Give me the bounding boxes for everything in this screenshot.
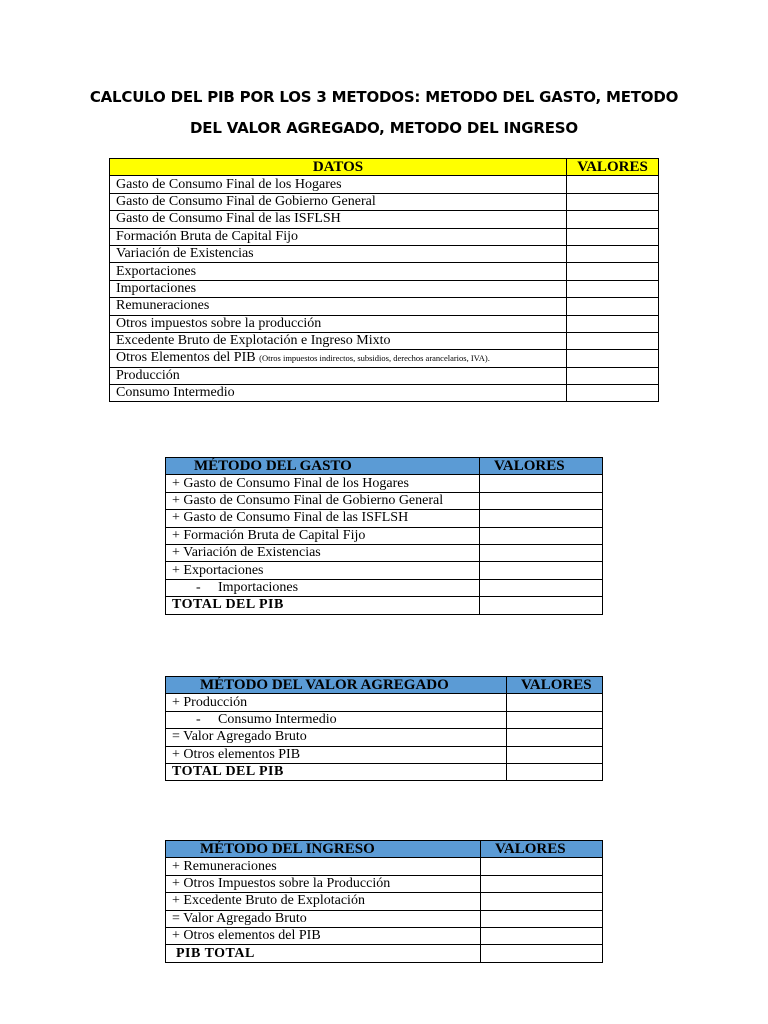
valor-cell[interactable] — [507, 711, 603, 728]
valor-cell[interactable] — [481, 910, 603, 927]
table-row — [110, 211, 659, 228]
valor-cell[interactable] — [567, 298, 659, 315]
table-row — [166, 492, 603, 509]
valor-label: + Otros elementos PIB — [166, 746, 507, 763]
table-row — [110, 315, 659, 332]
valor-cell[interactable] — [567, 385, 659, 402]
gasto-header: MÉTODO DEL GASTO — [166, 458, 480, 475]
table-row — [166, 910, 603, 927]
valores-header: VALORES — [567, 159, 659, 176]
ingreso-label: + Excedente Bruto de Explotación — [166, 893, 481, 910]
table-row — [166, 858, 603, 875]
gasto-label: + Variación de Existencias — [166, 544, 480, 561]
otros-elementos-note: (Otros impuestos indirectos, subsidios, derechos arancelarios, IVA). — [259, 353, 490, 364]
ingreso-label: = Valor Agregado Bruto — [166, 910, 481, 927]
valor-cell[interactable] — [567, 245, 659, 262]
table-row — [110, 298, 659, 315]
datos-header-row — [110, 159, 659, 176]
table-row — [110, 350, 659, 367]
table-row — [110, 228, 659, 245]
total-row — [166, 597, 603, 614]
gasto-total-label: TOTAL DEL PIB — [166, 597, 480, 614]
valor-label: + Producción — [166, 694, 507, 711]
datos-label: Exportaciones — [110, 263, 567, 280]
valor-cell[interactable] — [567, 332, 659, 349]
datos-label: Gasto de Consumo Final de las ISFLSH — [110, 211, 567, 228]
gasto-label: + Gasto de Consumo Final de los Hogares — [166, 475, 480, 492]
table-row — [110, 332, 659, 349]
otros-elementos-label: Otros Elementos del PIB — [116, 350, 256, 366]
gasto-valores-header: VALORES — [480, 458, 603, 475]
valor-cell[interactable] — [480, 544, 603, 561]
table-row — [110, 176, 659, 193]
ingreso-valores-header: VALORES — [481, 841, 603, 858]
valor-cell[interactable] — [567, 211, 659, 228]
valor-cell[interactable] — [567, 315, 659, 332]
datos-label: Importaciones — [110, 280, 567, 297]
table-row — [166, 527, 603, 544]
metodo-gasto-table — [165, 457, 603, 615]
table-row — [166, 711, 603, 728]
datos-header: DATOS — [110, 159, 567, 176]
valor-cell[interactable] — [567, 193, 659, 210]
valor-cell[interactable] — [507, 746, 603, 763]
valor-cell[interactable] — [507, 694, 603, 711]
total-row — [166, 945, 603, 962]
valor-cell[interactable] — [481, 893, 603, 910]
valor-cell[interactable] — [567, 228, 659, 245]
table-row — [166, 544, 603, 561]
valor-label: = Valor Agregado Bruto — [166, 729, 507, 746]
valor-cell[interactable] — [480, 579, 603, 596]
table-row — [110, 245, 659, 262]
valor-cell[interactable] — [567, 350, 659, 367]
table-row — [166, 875, 603, 892]
table-row — [166, 927, 603, 944]
valor-cell[interactable] — [567, 280, 659, 297]
table-row — [166, 579, 603, 596]
gasto-label: + Exportaciones — [166, 562, 480, 579]
datos-table — [109, 158, 659, 402]
datos-label: Gasto de Consumo Final de Gobierno General — [110, 193, 567, 210]
table-row — [166, 729, 603, 746]
valor-cell[interactable] — [480, 527, 603, 544]
valor-cell[interactable] — [480, 475, 603, 492]
datos-label: Producción — [110, 367, 567, 384]
table-row — [166, 694, 603, 711]
gasto-label: + Gasto de Consumo Final de Gobierno General — [166, 492, 480, 509]
table-row — [110, 367, 659, 384]
table-row — [166, 475, 603, 492]
table-row — [110, 263, 659, 280]
total-valor-cell[interactable] — [481, 945, 603, 962]
valor-cell[interactable] — [481, 927, 603, 944]
table-row — [110, 385, 659, 402]
valor-cell[interactable] — [567, 176, 659, 193]
gasto-header-row — [166, 458, 603, 475]
valor-cell[interactable] — [480, 510, 603, 527]
importaciones-label: Importaciones — [218, 579, 299, 595]
table-row — [166, 893, 603, 910]
datos-label: Remuneraciones — [110, 298, 567, 315]
gasto-label: + Formación Bruta de Capital Fijo — [166, 527, 480, 544]
document-title-line-1: CALCULO DEL PIB POR LOS 3 METODOS: METODO DEL GASTO, METODO — [89, 88, 679, 106]
gasto-label: + Gasto de Consumo Final de las ISFLSH — [166, 510, 480, 527]
ingreso-total-label: PIB TOTAL — [166, 945, 481, 962]
datos-label: Variación de Existencias — [110, 245, 567, 262]
minus-dash: - — [196, 579, 201, 595]
metodo-ingreso-table — [165, 840, 603, 963]
table-row — [166, 746, 603, 763]
total-row — [166, 763, 603, 780]
datos-label: Otros impuestos sobre la producción — [110, 315, 567, 332]
table-row — [110, 193, 659, 210]
ingreso-label: + Otros Impuestos sobre la Producción — [166, 875, 481, 892]
document-title-line-2: DEL VALOR AGREGADO, METODO DEL INGRESO — [190, 119, 578, 137]
valor-header: MÉTODO DEL VALOR AGREGADO — [166, 677, 507, 694]
total-valor-cell[interactable] — [507, 763, 603, 780]
valor-cell[interactable] — [480, 492, 603, 509]
valor-cell[interactable] — [567, 367, 659, 384]
datos-label: Excedente Bruto de Explotación e Ingreso Mixto — [110, 332, 567, 349]
datos-label: Formación Bruta de Capital Fijo — [110, 228, 567, 245]
table-row — [166, 510, 603, 527]
valor-minus-row — [166, 711, 507, 728]
valor-cell[interactable] — [481, 875, 603, 892]
valor-cell[interactable] — [480, 562, 603, 579]
valor-valores-header: VALORES — [507, 677, 603, 694]
datos-label-otros — [110, 350, 567, 367]
valor-cell[interactable] — [481, 858, 603, 875]
datos-label: Consumo Intermedio — [110, 385, 567, 402]
ingreso-header-row — [166, 841, 603, 858]
metodo-valor-agregado-table — [165, 676, 603, 781]
consumo-intermedio-label: Consumo Intermedio — [218, 711, 337, 727]
valor-header-row — [166, 677, 603, 694]
valor-cell[interactable] — [507, 729, 603, 746]
minus-dash: - — [196, 711, 201, 727]
table-row — [110, 280, 659, 297]
total-valor-cell[interactable] — [480, 597, 603, 614]
valor-total-label: TOTAL DEL PIB — [166, 763, 507, 780]
ingreso-header: MÉTODO DEL INGRESO — [166, 841, 481, 858]
ingreso-label: + Otros elementos del PIB — [166, 927, 481, 944]
datos-label: Gasto de Consumo Final de los Hogares — [110, 176, 567, 193]
ingreso-label: + Remuneraciones — [166, 858, 481, 875]
valor-cell[interactable] — [567, 263, 659, 280]
table-row — [166, 562, 603, 579]
gasto-minus-row — [166, 579, 480, 596]
